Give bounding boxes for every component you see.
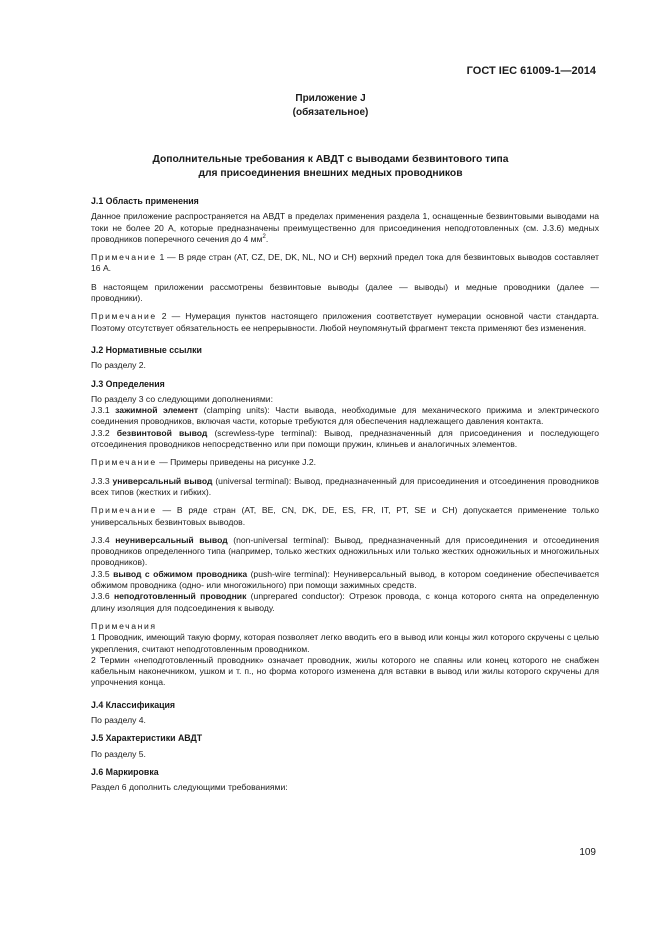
note: Примечание — В ряде стран (AT, BE, CN, DK, DE, ES, FR, IT, PT, SE и CH) допускается применение только универсальных безвинтовых выводов.: [91, 505, 599, 527]
annex-title: [0, 153, 661, 181]
note-item: 2 Термин «неподготовленный проводник» означает проводник, жилы которого не спаяны или конец которого не снабжен кабельным наконечником, ушком и т. п., но форма которого изменена для вставки в вывод или жилы которого скручены для упрочнения конца.: [91, 654, 599, 688]
annex-label: Приложение J: [295, 93, 366, 104]
note-item: 1 Проводник, имеющий такую форму, которая позволяет легко вводить его в вывод или концы жил которого скручены с целью укрепления, считают неподготовленным проводником.: [91, 632, 599, 654]
annex-title-line2: для присоединения внешних медных проводников: [198, 168, 463, 179]
paragraph: Данное приложение распространяется на АВДТ в пределах применения раздела 1, оснащенные безвинтовыми выводами на токи не более 20 А, которые предназначены преимущественно для присоединения неподготовленных (см. J.3.6) медных проводников поперечного сечения до 4 $мм^2$.: [91, 211, 599, 244]
section-heading: J.5 Характеристики АВДТ: [91, 733, 203, 744]
paragraph: По разделу 5.: [91, 748, 146, 759]
paragraph: В настоящем приложении рассмотрены безвинтовые выводы (далее — выводы) и медные проводники (далее — проводники).: [91, 281, 599, 304]
definition: J.3.3 универсальный вывод (universal terminal): Вывод, предназначенный для присоединения и отсоединения проводников всех типов (жестких и гибких).: [91, 475, 599, 497]
note: Примечание 1 — В ряде стран (AT, CZ, DE, DK, NL, NO и CH) верхний предел тока для безвинтовых выводов составляет 16 А.: [91, 252, 599, 274]
annex-status: (обязательное): [292, 107, 369, 118]
page-number: 109: [579, 847, 596, 858]
section-heading: J.1 Область применения: [91, 196, 199, 206]
definition: J.3.1 зажимной элемент (clamping units): Части вывода, необходимые для механического прижима и электрического соединения проводников, включая части, которые требуются для обеспечения надлежащего давления контакта.: [91, 405, 599, 427]
annex-title-line1: Дополнительные требования к АВДТ с выводами безвинтового типа: [152, 154, 509, 165]
definition: J.3.6 неподготовленный проводник (unprepared conductor): Отрезок провода, с конца которого снята на определенную длину изоляция для подсоединения к выводу.: [91, 591, 599, 613]
paragraph: По разделу 2.: [91, 360, 146, 371]
definition: J.3.4 неуниверсальный вывод (non-universal terminal): Вывод, предназначенный для присоединения и отсоединения проводников определенного типа (например, только жестких одножильных или только жестких одножильных и многожильных проводников).: [91, 534, 599, 568]
note: Примечание — Примеры приведены на рисунке J.2.: [91, 457, 317, 468]
paragraph: По разделу 3 со следующими дополнениями:: [91, 393, 273, 404]
definition: J.3.5 вывод с обжимом проводника (push-wire terminal): Неуниверсальный вывод, в котором соединение обеспечивается обжимом проводника (одно- или многожильного) при помощи зажимных средств.: [91, 568, 599, 591]
standard-number: ГОСТ IEC 61009-1—2014: [466, 65, 596, 77]
section-heading: J.4 Классификация: [91, 699, 176, 710]
paragraph: По разделу 4.: [91, 714, 146, 725]
section-heading: J.2 Нормативные ссылки: [91, 344, 202, 355]
annex-heading: [0, 92, 661, 120]
document-body: [91, 196, 599, 793]
note: Примечание 2 — Нумерация пунктов настоящего приложения соответствует нумерации основной части стандарта. Поэтому отсутствует обязательность ее непрерывности. Любой неупомянутый фрагмент текста применяют без изменения.: [91, 311, 599, 333]
notes-label: Примечания: [91, 620, 157, 631]
section-heading: J.3 Определения: [91, 378, 165, 389]
paragraph: Раздел 6 дополнить следующими требованиями:: [91, 782, 288, 793]
definition: J.3.2 безвинтовой вывод (screwless-type terminal): Вывод, предназначенный для присоединения и последующего отсоединения проводников непосредственно или при помощи пружин, клиньев и аналогичных элементов.: [91, 427, 599, 450]
section-heading: J.6 Маркировка: [91, 766, 159, 777]
